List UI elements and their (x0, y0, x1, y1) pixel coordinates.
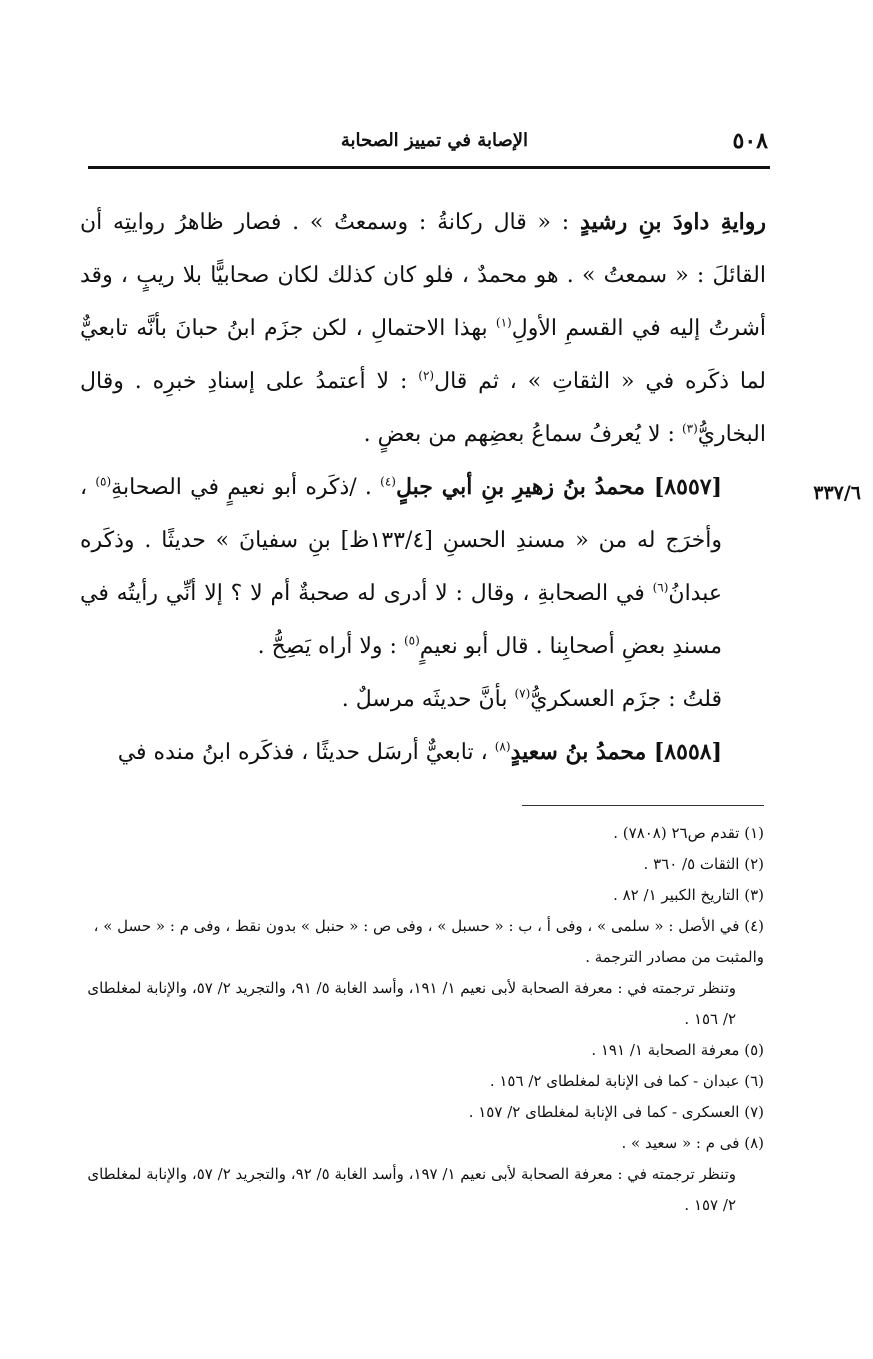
header-rule (88, 166, 770, 169)
text-run: بهذا الاحتمالِ ، لكن جزَم ابنُ حبانَ بأنَّه تابعيٌّ لما ذكَره في « الثقاتِ » ، ثم قال (80, 316, 766, 394)
footnote-ref: (٧) (514, 686, 531, 701)
running-title: الإصابة في تمييز الصحابة (340, 130, 528, 151)
footnote-continuation: وتنظر ترجمته في : معرفة الصحابة لأبى نعيم ١/ ١٩١، وأسد الغابة ٥/ ٩١، والتجريد ٢/ ٥٧، والإنابة لمغلطاى ٢/ ١٥٦ . (87, 979, 736, 1028)
footnote: (٨) فى م : « سعيد » . (621, 1134, 764, 1152)
entry-heading: [٨٥٥٨] محمدُ بنُ سعيدٍ (510, 739, 722, 765)
footnote: (٤) في الأصل : « سلمى » ، وفى أ ، ب : « حسبل » ، وفى ص : « حنبل » بدون نقط ، وفى م : « حسل » ، والمثبت من مصادر الترجمة . (93, 917, 764, 966)
footnote: (٧) العسكرى - كما فى الإنابة لمغلطاى ٢/ ١٥٧ . (468, 1103, 764, 1121)
footnotes (76, 818, 764, 1221)
text-run: : لا يُعرفُ سماعُ بعضِهم من بعضٍ . (363, 422, 682, 447)
footnote-ref: (٨) (494, 739, 511, 754)
text-run: : لا أعتمدُ على إسنادِ خبرِه . وقال البخاريُّ (80, 369, 766, 447)
text-run: ، تابعيٌّ أرسَل حديثًا ، فذكَره ابنُ منده في (117, 740, 495, 765)
text-run: ، وأخرَج له من « مسندِ الحسنِ [١٣٣/٤ظ] بنِ سفيانَ » حديثًا . وذكَره عبدانُ (80, 475, 722, 606)
footnote-ref: (١) (495, 315, 512, 330)
entry-8558 (80, 726, 766, 779)
text-run: : ولا أراه يَصِحُّ . (257, 634, 404, 659)
entry-heading: [٨٥٥٧] محمدُ بنُ زهيرِ بنِ أبي جبلٍ (395, 474, 722, 500)
text-run: قلتُ : جزَم العسكريُّ (530, 687, 722, 712)
footnote-continuation: وتنظر ترجمته في : معرفة الصحابة لأبى نعيم ١/ ١٩٧، وأسد الغابة ٥/ ٩٢، والتجريد ٢/ ٥٧، والإنابة لمغلطاى ٢/ ١٥٧ . (87, 1165, 736, 1214)
narration-chain: روايةِ داودَ بنِ رشيدٍ (579, 209, 767, 235)
footnote: (١) تقدم ص٢٦ (٧٨٠٨) . (613, 824, 764, 842)
comment-paragraph (80, 673, 766, 726)
footnote-separator (522, 805, 764, 806)
footnote-ref: (٦) (652, 580, 669, 595)
footnote-ref: (٥) (95, 474, 112, 489)
footnote: (٥) معرفة الصحابة ١/ ١٩١ . (591, 1041, 764, 1059)
footnote-ref: (٤) (380, 474, 396, 489)
footnote: (٦) عبدان - كما فى الإنابة لمغلطاى ٢/ ١٥٦ . (489, 1072, 764, 1090)
footnote: (٣) التاريخ الكبير ١/ ٨٢ . (613, 886, 764, 904)
running-head (88, 128, 768, 164)
footnote-ref: (٢) (418, 368, 435, 383)
page-number: ٥٠٨ (732, 128, 768, 154)
text-run: : « قال ركانةُ : وسمعتُ » . فصار ظاهرُ روايتِه أن القائلَ : « سمعتُ » . هو محمدٌ ، فلو كان كذلك لكان صحابيًّا بلا ريبٍ ، وقد أشرتُ إليه في القسمِ الأولِ (80, 210, 766, 341)
entry-8557 (80, 461, 766, 673)
text-run: . /ذكَره أبو نعيمٍ في الصحابةِ (111, 475, 381, 500)
paragraph-continuation (80, 196, 766, 461)
footnote: (٢) الثقات ٥/ ٣٦٠ . (643, 855, 764, 873)
text-run: بأنَّ حديثَه مرسلٌ . (341, 687, 515, 712)
footnote-ref: (٥) (403, 633, 420, 648)
text-run: في الصحابةِ ، وقال : لا أدرى له صحبةٌ أم لا ؟ إلا أنِّي رأيتُه في مسندِ بعضِ أصحابِنا . قال أبو نعيمٍ (80, 581, 722, 659)
footnote-ref: (٣) (681, 421, 698, 436)
margin-reference: ٣٣٧/٦ (813, 482, 861, 504)
main-text (80, 196, 766, 779)
